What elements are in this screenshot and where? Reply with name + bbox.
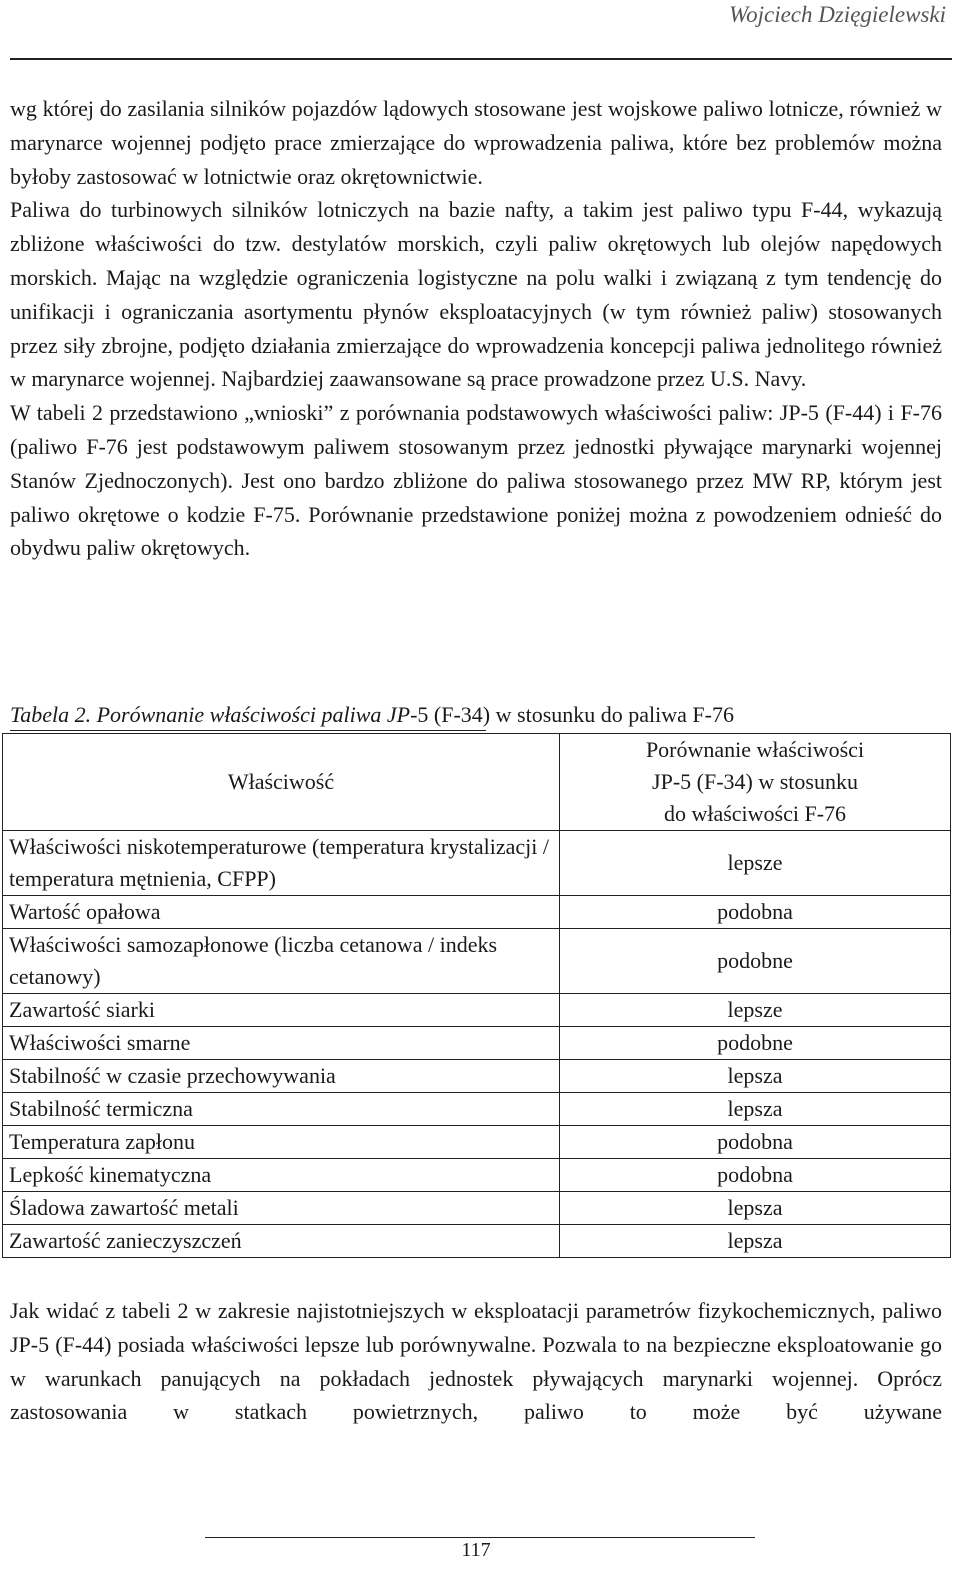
property-cell: Wartość opałowa [3, 896, 560, 929]
header-comparison-line: do właściwości F-76 [663, 801, 847, 826]
property-cell: Temperatura zapłonu [3, 1126, 560, 1159]
comparison-cell: lepsza [560, 1093, 951, 1126]
header-comparison-line: Porównanie właściwości [645, 737, 865, 762]
table-row [3, 1027, 951, 1060]
comparison-cell: lepsze [560, 994, 951, 1027]
comparison-cell: lepsza [560, 1060, 951, 1093]
comparison-cell: podobna [560, 1126, 951, 1159]
property-cell: Właściwości smarne [3, 1027, 560, 1060]
comparison-cell: lepsze [560, 831, 951, 896]
paragraph-2: Paliwa do turbinowych silników lotniczych na bazie nafty, a takim jest paliwo typu F-44, wykazują zbliżone właściwości do tzw. destylatów morskich, czyli paliw okrętowych lub olejów napędowych morskich. Mając na względzie ograniczenia logistyczne na polu walki i związaną z tym tendencję do unifikacji i ograniczania asortymentu płynów eksploatacyjnych (w tym również paliw) stosowanych przez siły zbrojne, podjęto działania zmierzające do wprowadzenia koncepcji paliwa jednolitego również w marynarce wojennej. Najbardziej zaawansowane są prace prowadzone przez U.S. Navy. [10, 197, 942, 392]
body-text-bottom [10, 1294, 942, 1429]
header-comparison [560, 734, 951, 831]
property-cell: Właściwości niskotemperaturowe (temperatura krystalizacji / temperatura mętnienia, CFPP) [3, 831, 560, 896]
table-row [3, 929, 951, 994]
property-cell: Lepkość kinematyczna [3, 1159, 560, 1192]
property-cell: Właściwości samozapłonowe (liczba cetanowa / indeks cetanowy) [3, 929, 560, 994]
caption-underline [10, 730, 486, 731]
paragraph-4: Jak widać z tabeli 2 w zakresie najistotniejszych w eksploatacji parametrów fizykochemicznych, paliwo JP-5 (F-44) posiada właściwości lepsze lub porównywalne. Pozwala to na bezpieczne eksploatowanie go w warunkach panujących na pokładach jednostek pływających marynarki wojennej. Oprócz zastosowania w statkach powietrznych, paliwo to może być używane [10, 1298, 942, 1425]
table-caption [10, 700, 950, 730]
page-number: 117 [461, 1539, 491, 1561]
comparison-cell: lepsza [560, 1225, 951, 1258]
properties-table [2, 733, 951, 1258]
table-header-row [3, 734, 951, 831]
paragraph-1: wg której do zasilania silników pojazdów lądowych stosowane jest wojskowe paliwo lotnicze, również w marynarce wojennej podjęto prace zmierzające do wprowadzenia paliwa, które bez problemów można byłoby zastosować w lotnictwie oraz okrętownictwie. [10, 96, 942, 189]
property-cell: Zawartość zanieczyszczeń [3, 1225, 560, 1258]
table-row [3, 1060, 951, 1093]
property-cell: Stabilność termiczna [3, 1093, 560, 1126]
property-cell: Zawartość siarki [3, 994, 560, 1027]
paragraph-3: W tabeli 2 przedstawiono „wnioski” z porównania podstawowych właściwości paliw: JP-5 (F-44) i F-76 (paliwo F-76 jest podstawowym paliwem stosowanym przez jednostki pływające marynarki wojennej Stanów Zjednoczonych). Jest ono bardzo zbliżone do paliwa stosowanego przez MW RP, którym jest paliwo okrętowe o kodzie F-75. Porównanie przedstawione poniżej można z powodzeniem odnieść do obydwu paliw okrętowych. [10, 400, 942, 561]
table-row [3, 831, 951, 896]
property-cell: Śladowa zawartość metali [3, 1192, 560, 1225]
table-row [3, 896, 951, 929]
running-head-author: Wojciech Dzięgielewski [729, 2, 946, 27]
comparison-cell: podobna [560, 896, 951, 929]
table-row [3, 1192, 951, 1225]
table-row [3, 1225, 951, 1258]
footer-rule [205, 1537, 755, 1538]
table-caption-italic: Tabela 2. Porównanie właściwości paliwa JP [10, 702, 411, 727]
table-row [3, 1159, 951, 1192]
header-property: Właściwość [3, 734, 560, 831]
body-text-top [10, 92, 942, 565]
table-caption-rest: -5 (F-34) w stosunku do paliwa F-76 [410, 702, 734, 727]
comparison-cell: podobne [560, 929, 951, 994]
comparison-cell: podobne [560, 1027, 951, 1060]
table-row [3, 994, 951, 1027]
table-row [3, 1126, 951, 1159]
comparison-cell: lepsza [560, 1192, 951, 1225]
header-rule [10, 58, 952, 60]
comparison-cell: podobna [560, 1159, 951, 1192]
header-comparison-line: JP-5 (F-34) w stosunku [652, 769, 858, 794]
table-row [3, 1093, 951, 1126]
property-cell: Stabilność w czasie przechowywania [3, 1060, 560, 1093]
